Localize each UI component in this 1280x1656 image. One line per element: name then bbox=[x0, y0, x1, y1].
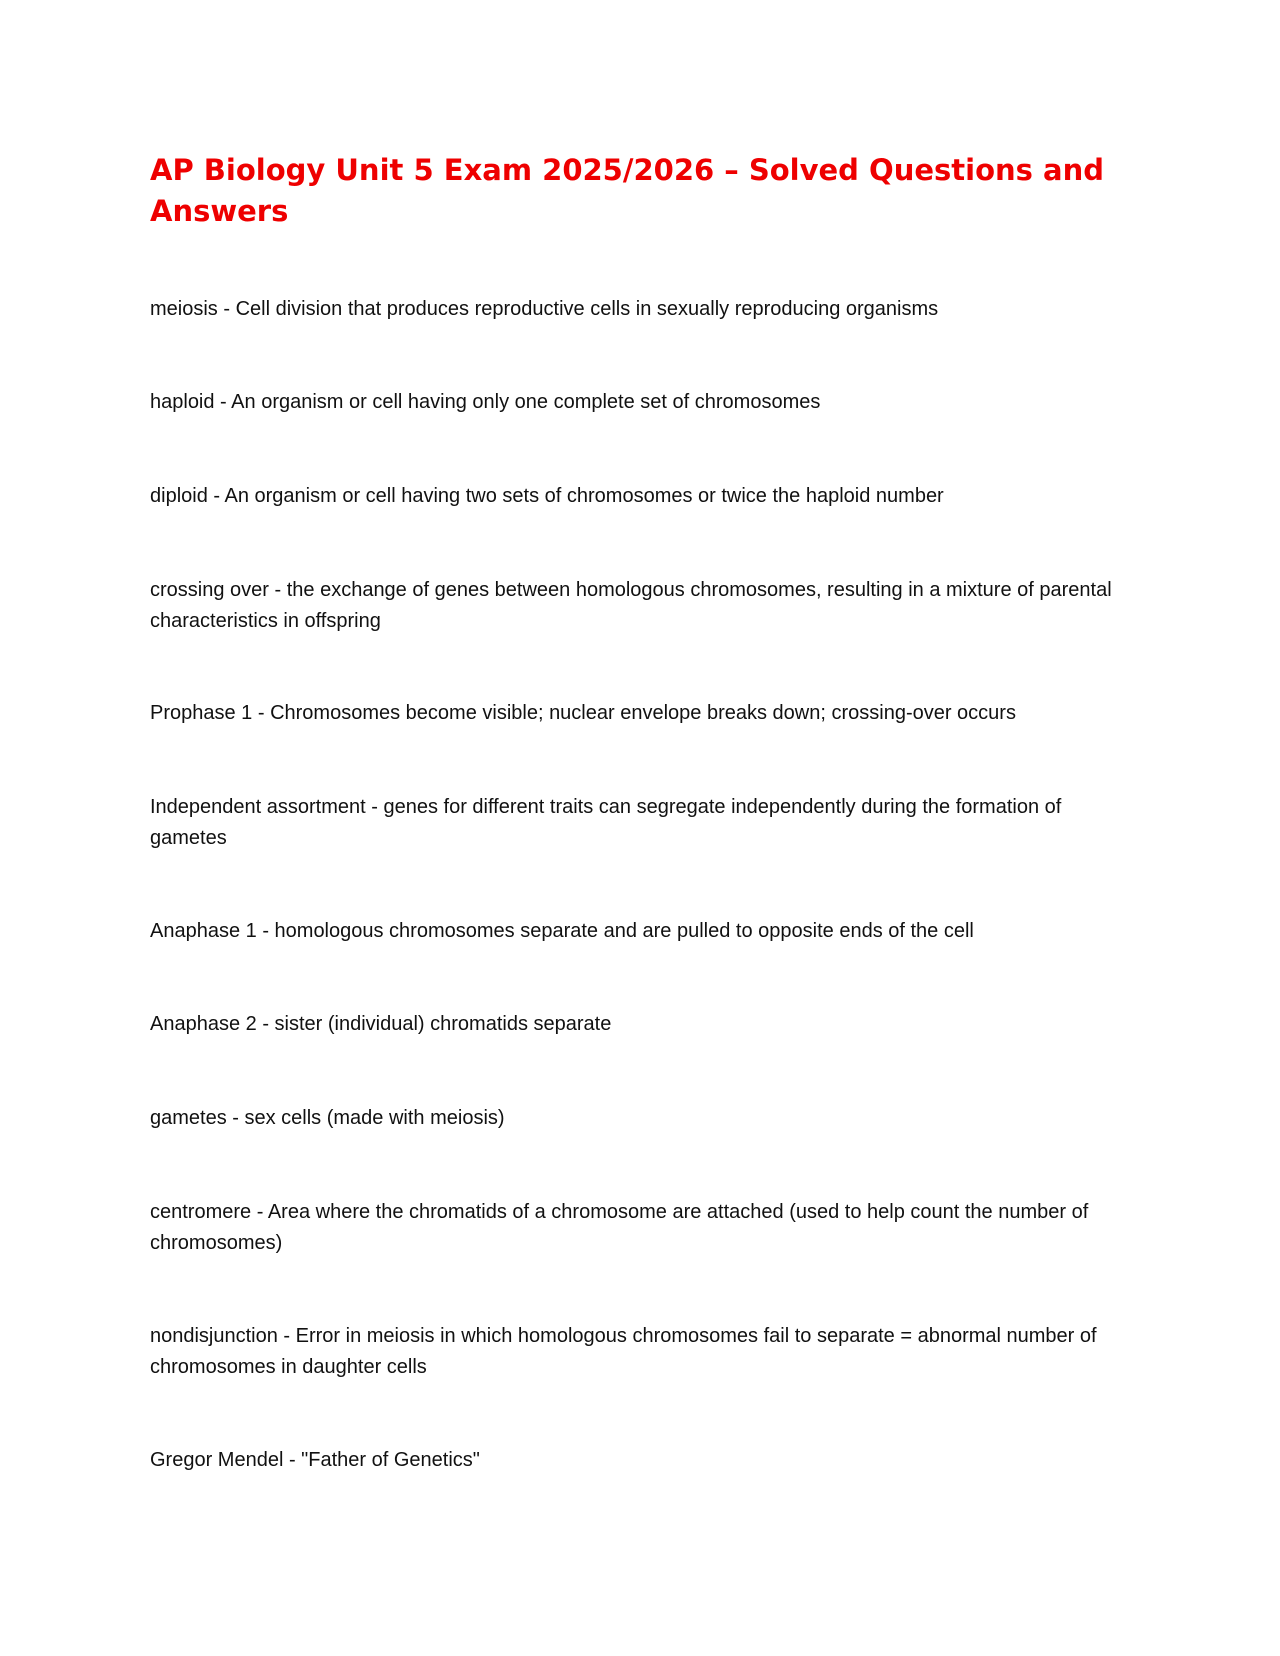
term-entry-gregor-mendel: Gregor Mendel - "Father of Genetics" bbox=[150, 1449, 480, 1471]
term-entry-prophase-1: Prophase 1 - Chromosomes become visible; nuclear envelope breaks down; crossing-over occurs bbox=[150, 702, 1016, 724]
term-entry-independent-assortment: Independent assortment - genes for different traits can segregate independently during the formation of gametes bbox=[150, 796, 1062, 849]
term-entry-centromere: centromere - Area where the chromatids of a chromosome are attached (used to help count the number of chromosomes) bbox=[150, 1201, 1089, 1254]
term-entry-haploid: haploid - An organism or cell having only one complete set of chromosomes bbox=[150, 391, 821, 413]
document-title: AP Biology Unit 5 Exam 2025/2026 – Solved Questions and Answers bbox=[150, 153, 1104, 228]
term-entry-gametes: gametes - sex cells (made with meiosis) bbox=[150, 1107, 505, 1129]
term-entry-anaphase-1: Anaphase 1 - homologous chromosomes separate and are pulled to opposite ends of the cell bbox=[150, 920, 974, 942]
term-entry-nondisjunction: nondisjunction - Error in meiosis in which homologous chromosomes fail to separate = abnormal number of chromosomes in daughter cells bbox=[150, 1325, 1097, 1378]
term-entry-anaphase-2: Anaphase 2 - sister (individual) chromatids separate bbox=[150, 1013, 612, 1035]
term-entry-diploid: diploid - An organism or cell having two sets of chromosomes or twice the haploid number bbox=[150, 485, 944, 507]
term-entry-meiosis: meiosis - Cell division that produces reproductive cells in sexually reproducing organisms bbox=[150, 298, 939, 320]
term-entry-crossing-over: crossing over - the exchange of genes between homologous chromosomes, resulting in a mixture of parental characteristics in offspring bbox=[150, 579, 1112, 632]
